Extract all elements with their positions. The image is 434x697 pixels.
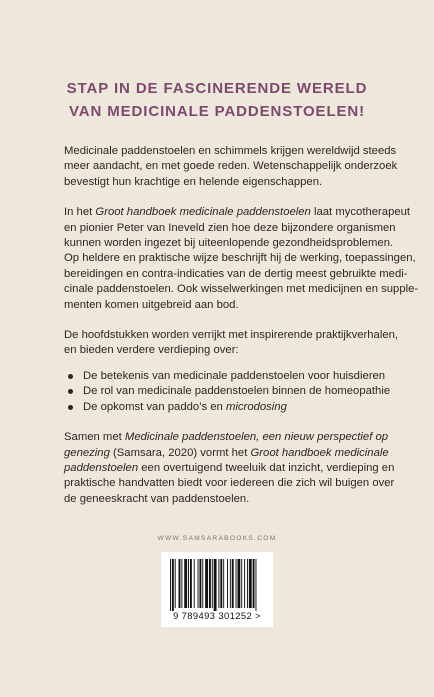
barcode-bar [209, 559, 211, 608]
text-line [64, 430, 394, 445]
list-item [64, 400, 394, 415]
barcode-bar [236, 559, 237, 608]
text-line: de geneeskracht van paddenstoelen. [64, 492, 250, 505]
barcode-bar [205, 559, 208, 608]
barcode-bar [218, 559, 219, 608]
barcode-bar [232, 559, 234, 608]
book-title: paddenstoelen [64, 461, 139, 474]
list-item: De betekenis van medicinale paddenstoelen voor huisdieren [64, 369, 394, 384]
text-line: Medicinale paddenstoelen en schimmels krijgen wereldwijd steeds [64, 145, 397, 157]
barcode-bar [220, 559, 222, 608]
barcode-bar [179, 559, 181, 608]
book-title: genezing [64, 446, 110, 459]
topic-list [64, 369, 394, 415]
emphasis: microdosing [225, 400, 287, 413]
barcode-bar [241, 559, 242, 608]
barcode-bar [237, 559, 240, 608]
book-title: Groot handboek medicinale [250, 446, 389, 459]
publisher-website: WWW.SAMSARABOOKS.COM [157, 535, 277, 542]
barcode-bar [190, 559, 192, 608]
barcode-bar [170, 559, 171, 611]
text-line: en pionier Peter van Ineveld zien hoe deze bijzondere organismen [64, 221, 396, 234]
barcode-bar [244, 559, 245, 608]
book-title: Medicinale paddenstoelen, een nieuw perspectief op [124, 431, 389, 444]
barcode-bar [194, 559, 195, 608]
text-fragment: De opkomst van paddo’s en [83, 400, 226, 413]
text-line: De hoofdstukken worden verrijkt met inspirerende praktijkverhalen, [64, 329, 399, 342]
barcode-bar [181, 559, 182, 608]
text-fragment: laat mycotherapeut [310, 206, 411, 219]
text-fragment: In het [64, 206, 96, 219]
barcode-bar [198, 559, 199, 608]
barcode-bar [212, 559, 213, 608]
barcode-bar [202, 559, 203, 608]
barcode-bar [249, 559, 252, 608]
closing-paragraph [64, 430, 394, 507]
book-title: Groot handboek medicinale paddenstoelen [95, 206, 311, 219]
description-paragraph [64, 205, 419, 313]
text-line: praktische handvatten biedt voor iedereen die zich wil buigen over [64, 477, 395, 490]
text-line [64, 446, 394, 461]
text-line: meer aandacht, en met goede reden. Wetenschappelijk onderzoek [64, 160, 398, 173]
text-fragment: een overtuigend tweeluik dat inzicht, verdieping en [138, 461, 395, 474]
text-fragment: (Samsara, 2020) vormt het [109, 446, 251, 459]
blurb [64, 144, 419, 522]
text-line [64, 461, 394, 476]
text-fragment: Samen met [64, 431, 125, 444]
barcode-bar [230, 559, 231, 608]
text-line [64, 205, 411, 220]
heading-line-2: VAN MEDICINALE PADDENSTOELEN! [68, 103, 366, 120]
barcode-bar [188, 559, 189, 608]
barcode-bar [256, 559, 257, 611]
text-line: menten komen uitgebreid aan bod. [64, 298, 239, 311]
intro-paragraph [64, 144, 398, 190]
text-line: cinale paddenstoelen. Ook wisselwerkingen met medicijnen en supple- [64, 283, 419, 296]
text-line: en bieden verdere verdieping over: [64, 344, 239, 357]
barcode-bar [172, 559, 174, 611]
isbn-barcode [161, 552, 273, 627]
barcode-bar [227, 559, 228, 608]
barcode-bar [253, 559, 255, 608]
text-line: kunnen worden ingezet bij uiteenlopende gezondheidsproblemen. [64, 237, 394, 250]
text-line: bevestigt hun krachtige en helende eigenschappen. [64, 175, 323, 188]
text-line: Op heldere en praktische wijze beschrijft hij de werking, toepassingen, [64, 252, 416, 265]
barcode-bar [199, 559, 201, 608]
barcode-bar [214, 559, 217, 611]
barcode-bar [247, 559, 248, 608]
barcode-bar [184, 559, 187, 608]
heading-line-1: STAP IN DE FASCINERENDE WERELD [66, 80, 368, 97]
isbn-number: 9 789493 301252 > [173, 610, 261, 621]
barcode-bar [175, 559, 176, 608]
barcode-bar [223, 559, 224, 608]
chapters-paragraph [64, 328, 399, 359]
list-item: De rol van medicinale paddenstoelen binnen de homeopathie [64, 384, 394, 399]
text-line: bereidingen en contra-indicaties van de dertig meest gebruikte medi- [64, 267, 408, 280]
cover-heading [0, 77, 434, 123]
